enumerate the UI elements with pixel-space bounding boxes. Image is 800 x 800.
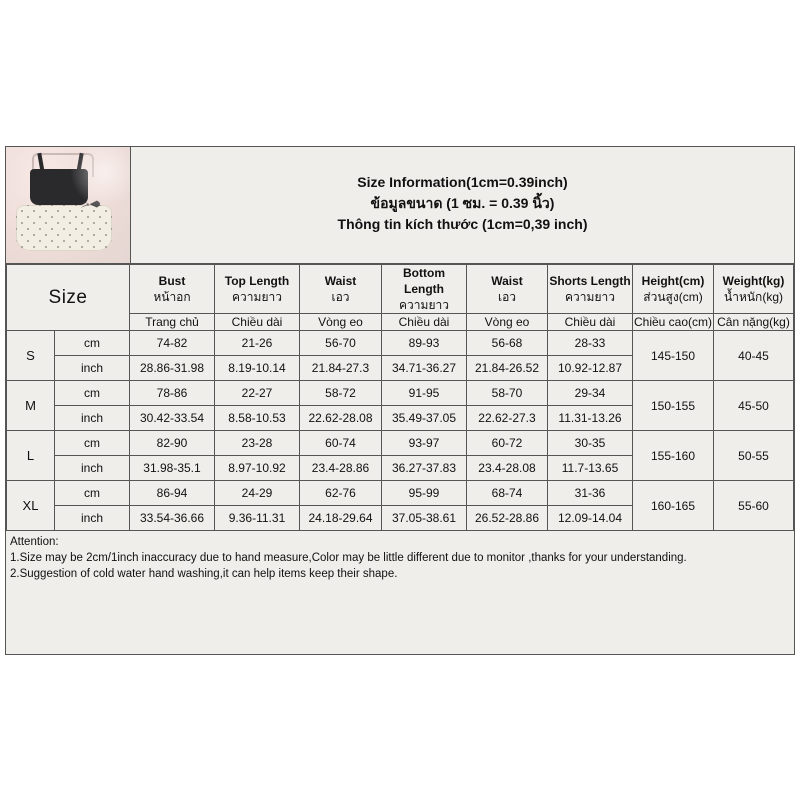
cell-waist-bottom-inch-s: 21.84-26.52 (467, 356, 548, 381)
unit-cm: cm (55, 431, 130, 456)
cell-top-length-inch-l: 8.97-10.92 (215, 456, 300, 481)
cell-bust-cm-xl: 86-94 (130, 481, 215, 506)
cell-bottom-length-cm-m: 91-95 (382, 381, 467, 406)
column-header-bust-vi: Trang chủ (130, 314, 215, 331)
cell-waist-bottom-cm-xl: 68-74 (467, 481, 548, 506)
size-table (6, 264, 794, 531)
title-line-th: ข้อมูลขนาด (1 ซม. = 0.39 นิ้ว) (370, 194, 555, 211)
cell-waist-bottom-cm-l: 60-72 (467, 431, 548, 456)
cell-bottom-length-inch-xl: 37.05-38.61 (382, 506, 467, 531)
column-header-shorts-length: Shorts Length ความยาว (548, 265, 633, 314)
notes-heading: Attention: (10, 536, 59, 548)
cell-waist-top-inch-m: 22.62-28.08 (300, 406, 382, 431)
cell-weight-l: 50-55 (714, 431, 794, 481)
cell-weight-xl: 55-60 (714, 481, 794, 531)
cell-waist-top-cm-s: 56-70 (300, 331, 382, 356)
cell-bottom-length-cm-xl: 95-99 (382, 481, 467, 506)
column-header-weight: Weight(kg) น้ำหนัก(kg) (714, 265, 794, 314)
cell-weight-m: 45-50 (714, 381, 794, 431)
table-row (7, 431, 794, 456)
column-header-waist-top: Waist เอว (300, 265, 382, 314)
unit-cm: cm (55, 481, 130, 506)
column-header-bust: Bust หน้าอก (130, 265, 215, 314)
cell-top-length-cm-m: 22-27 (215, 381, 300, 406)
row-size-label-xl: XL (7, 481, 55, 531)
cell-top-length-cm-l: 23-28 (215, 431, 300, 456)
row-size-label-l: L (7, 431, 55, 481)
table-row (7, 331, 794, 356)
title-line-vi: Thông tin kích thước (1cm=0,39 inch) (337, 215, 588, 232)
column-header-bottom-length: Bottom Length ความยาว (382, 265, 467, 314)
cell-waist-top-cm-xl: 62-76 (300, 481, 382, 506)
cell-waist-bottom-cm-s: 56-68 (467, 331, 548, 356)
column-header-bottom-length-vi: Chiều dài (382, 314, 467, 331)
notes-line-1: 1.Size may be 2cm/1inch inaccuracy due to hand measure,Color may be little different due to monitor ,thanks for your understanding. (10, 552, 687, 564)
cell-height-m: 150-155 (633, 381, 714, 431)
cell-shorts-length-inch-xl: 12.09-14.04 (548, 506, 633, 531)
product-photo (6, 147, 131, 263)
unit-inch: inch (55, 406, 130, 431)
cell-shorts-length-inch-m: 11.31-13.26 (548, 406, 633, 431)
cell-bust-inch-xl: 33.54-36.66 (130, 506, 215, 531)
cell-bottom-length-cm-l: 93-97 (382, 431, 467, 456)
cell-waist-bottom-cm-m: 58-70 (467, 381, 548, 406)
cell-waist-top-inch-s: 21.84-27.3 (300, 356, 382, 381)
cell-height-s: 145-150 (633, 331, 714, 381)
cell-waist-bottom-inch-l: 23.4-28.08 (467, 456, 548, 481)
column-header-waist-bottom: Waist เอว (467, 265, 548, 314)
row-size-label-m: M (7, 381, 55, 431)
table-row (7, 481, 794, 506)
chart-header-band (6, 147, 794, 264)
cell-shorts-length-inch-s: 10.92-12.87 (548, 356, 633, 381)
cell-shorts-length-cm-s: 28-33 (548, 331, 633, 356)
cell-height-xl: 160-165 (633, 481, 714, 531)
title-line-en: Size Information(1cm=0.39inch) (357, 173, 568, 190)
column-header-height: Height(cm) ส่วนสูง(cm) (633, 265, 714, 314)
column-header-waist-top-vi: Vòng eo (300, 314, 382, 331)
cell-shorts-length-inch-l: 11.7-13.65 (548, 456, 633, 481)
column-header-waist-bottom-vi: Vòng eo (467, 314, 548, 331)
unit-cm: cm (55, 381, 130, 406)
cell-top-length-inch-xl: 9.36-11.31 (215, 506, 300, 531)
cell-height-l: 155-160 (633, 431, 714, 481)
column-header-top-length-vi: Chiều dài (215, 314, 300, 331)
cell-top-length-inch-s: 8.19-10.14 (215, 356, 300, 381)
title-block (131, 147, 794, 263)
column-header-shorts-length-vi: Chiều dài (548, 314, 633, 331)
size-chart-frame (5, 146, 795, 655)
notes-line-2: 2.Suggestion of cold water hand washing,it can help items keep their shape. (10, 568, 398, 580)
cell-shorts-length-cm-l: 30-35 (548, 431, 633, 456)
cell-bottom-length-cm-s: 89-93 (382, 331, 467, 356)
row-size-label-s: S (7, 331, 55, 381)
cell-top-length-cm-xl: 24-29 (215, 481, 300, 506)
cell-bust-cm-s: 74-82 (130, 331, 215, 356)
cell-waist-bottom-inch-xl: 26.52-28.86 (467, 506, 548, 531)
cell-weight-s: 40-45 (714, 331, 794, 381)
cell-bust-inch-m: 30.42-33.54 (130, 406, 215, 431)
cell-shorts-length-cm-xl: 31-36 (548, 481, 633, 506)
column-header-height-vi: Chiều cao(cm) (633, 315, 713, 329)
cell-waist-top-cm-l: 60-74 (300, 431, 382, 456)
cell-bottom-length-inch-l: 36.27-37.83 (382, 456, 467, 481)
cell-bottom-length-inch-s: 34.71-36.27 (382, 356, 467, 381)
column-header-weight-vi: Cân nặng(kg) (714, 314, 794, 331)
column-header-top-length: Top Length ความยาว (215, 265, 300, 314)
unit-inch: inch (55, 456, 130, 481)
cell-shorts-length-cm-m: 29-34 (548, 381, 633, 406)
unit-cm: cm (55, 331, 130, 356)
size-header-cell: Size (7, 265, 130, 331)
cell-bust-cm-m: 78-86 (130, 381, 215, 406)
cell-waist-bottom-inch-m: 22.62-27.3 (467, 406, 548, 431)
table-header-row (7, 265, 794, 314)
cell-top-length-inch-m: 8.58-10.53 (215, 406, 300, 431)
cell-bottom-length-inch-m: 35.49-37.05 (382, 406, 467, 431)
attention-notes (6, 531, 794, 582)
cell-waist-top-inch-xl: 24.18-29.64 (300, 506, 382, 531)
cell-bust-inch-s: 28.86-31.98 (130, 356, 215, 381)
cell-bust-cm-l: 82-90 (130, 431, 215, 456)
unit-inch: inch (55, 356, 130, 381)
cell-bust-inch-l: 31.98-35.1 (130, 456, 215, 481)
cell-waist-top-inch-l: 23.4-28.86 (300, 456, 382, 481)
table-row (7, 381, 794, 406)
cell-waist-top-cm-m: 58-72 (300, 381, 382, 406)
unit-inch: inch (55, 506, 130, 531)
cell-top-length-cm-s: 21-26 (215, 331, 300, 356)
